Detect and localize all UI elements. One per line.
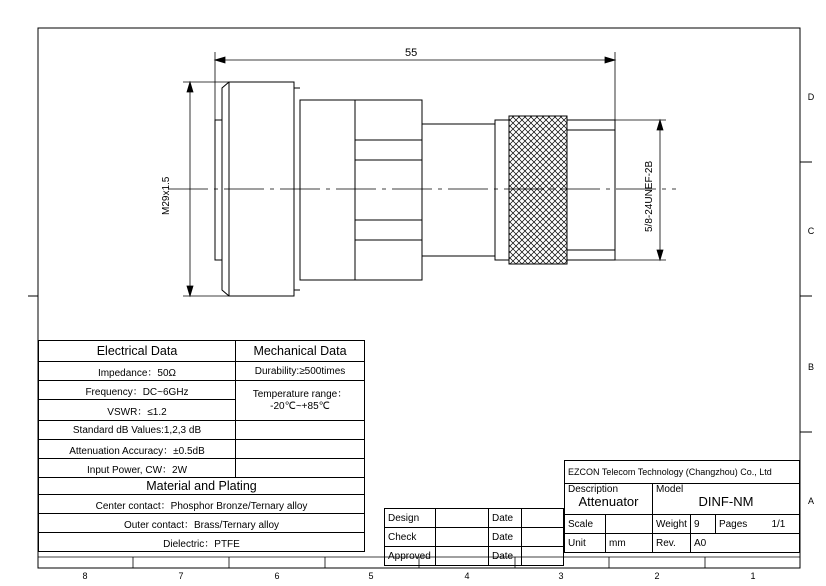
temperature-value: -20℃~+85℃ [270,400,330,412]
length-label: 55 [405,47,418,59]
approved-label: Approved [385,547,436,566]
description-label: Description [568,484,619,495]
zone-label-6: 6 [274,571,280,581]
zone-label-1: 1 [750,571,756,581]
attenuation-accuracy: Attenuation Accuracy：±0.5dB [39,440,236,459]
approval-table [384,508,564,566]
rev-label: Rev. [653,534,691,553]
impedance: Impedance：50Ω [39,362,236,381]
durability: Durability:≥500times [236,362,365,381]
zone-label-7: 7 [178,571,184,581]
unit-value: mm [606,534,653,553]
zone-label-d: D [807,92,815,102]
zone-label-5: 5 [368,571,374,581]
model-label: Model [656,484,684,495]
temperature-range [236,381,365,421]
n-type-nut [495,116,615,264]
zone-label-b: B [807,362,814,372]
db-values: Standard dB Values:1,2,3 dB [39,421,236,440]
thread-right-label: 5/8-24UNEF-2B [644,160,655,232]
approved-date-label: Date [489,547,522,566]
model-value: DINF-NM [698,494,754,509]
length-dimension [215,52,615,120]
description-value: Attenuator [578,494,639,509]
unit-label: Unit [565,534,606,553]
frequency: Frequency：DC~6GHz [39,381,236,400]
zone-label-a: A [807,496,814,506]
design-date-label: Date [489,509,522,528]
vswr: VSWR：≤1.2 [39,400,236,421]
title-block [564,460,800,553]
check-label: Check [385,528,436,547]
weight-value: 9 [690,515,715,534]
scale-label: Scale [565,515,606,534]
zone-label-8: 8 [82,571,88,581]
description-cell [565,484,653,515]
material-title: Material and Plating [39,478,365,495]
zone-label-3: 3 [558,571,564,581]
spec-table [38,340,365,552]
dielectric: Dielectric：PTFE [39,533,365,552]
temperature-label: Temperature range： [252,388,348,400]
rev-value: A0 [690,534,799,553]
design-label: Design [385,509,436,528]
thread-left-label: M29x1.5 [161,176,172,215]
connector-body [300,100,495,280]
model-cell [653,484,800,515]
thread-dimension-right [615,120,666,260]
check-date-label: Date [489,528,522,547]
center-contact: Center contact：Phosphor Bronze/Ternary alloy [39,495,365,514]
input-power: Input Power, CW：2W [39,459,236,478]
pages-value: 1/1 [768,515,799,534]
pages-label: Pages [715,515,768,534]
electrical-title: Electrical Data [39,341,236,362]
mechanical-title: Mechanical Data [236,341,365,362]
zone-label-c: C [807,226,815,236]
zone-label-2: 2 [654,571,660,581]
outer-contact: Outer contact：Brass/Ternary alloy [39,514,365,533]
weight-label: Weight [653,515,691,534]
zone-label-4: 4 [464,571,470,581]
company-name: EZCON Telecom Technology (Changzhou) Co., Ltd [565,461,800,484]
